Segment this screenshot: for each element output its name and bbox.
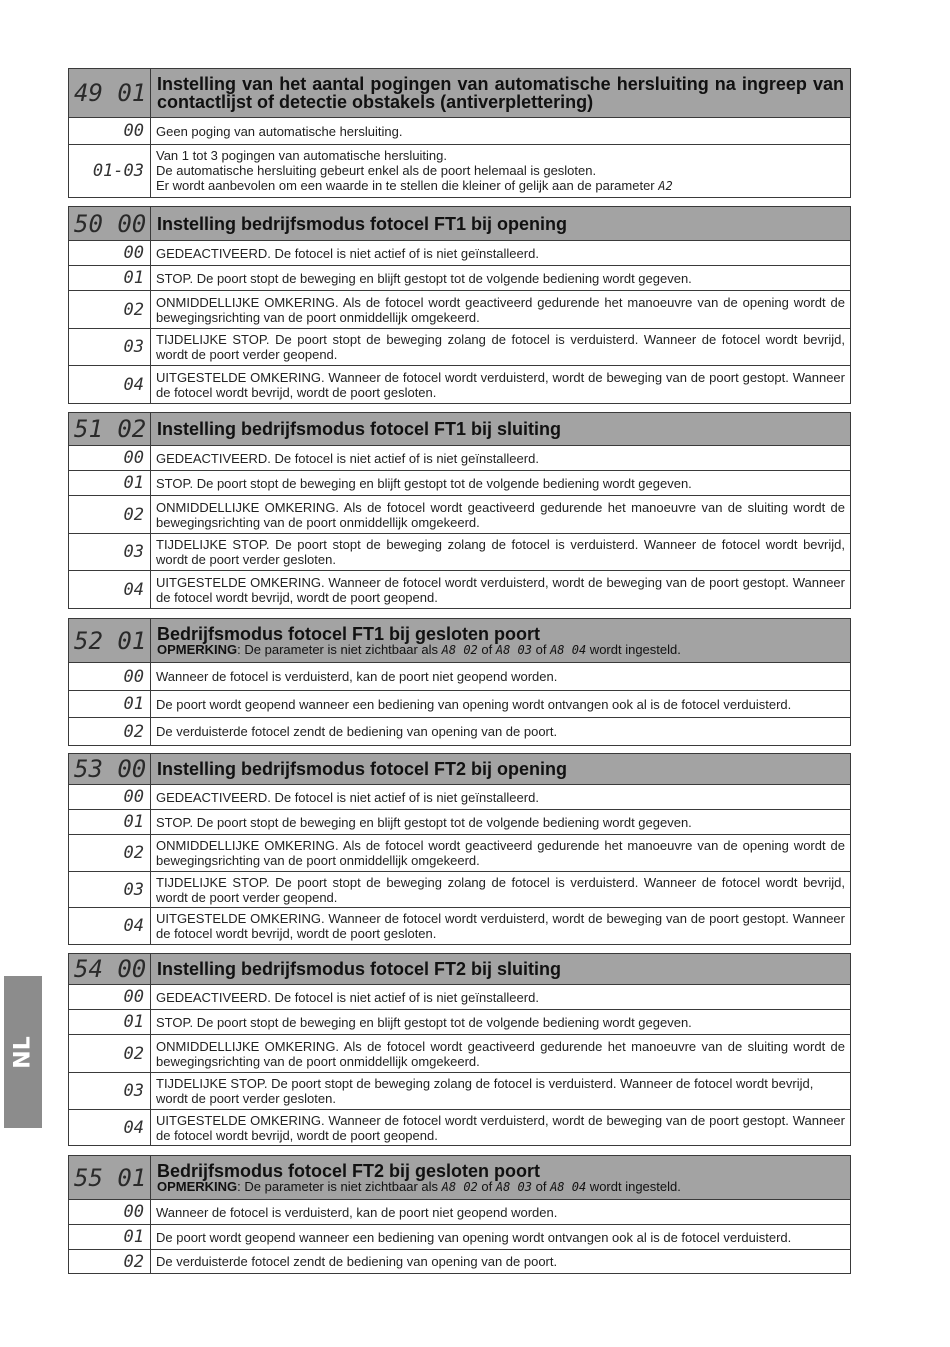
option-row bbox=[69, 809, 850, 834]
option-row bbox=[69, 662, 850, 690]
option-text-line: De automatische hersluiting gebeurt enkel als de poort helemaal is gesloten. bbox=[156, 163, 597, 178]
option-text: TIJDELIJKE STOP. De poort stopt de beweging zolang de fotocel is verduisterd. Wanneer de fotocel wordt bevrijd, wordt de poort verder gesloten. bbox=[156, 1076, 814, 1106]
language-tab bbox=[4, 976, 42, 1128]
option-code: 02 bbox=[69, 496, 151, 533]
option-code: 04 bbox=[69, 571, 151, 608]
section-header bbox=[69, 413, 850, 445]
option-text: UITGESTELDE OMKERING. Wanneer de fotocel wordt verduisterd, wordt de beweging van de poort gestopt. Wanneer de fotocel wordt bevrijd, wordt de poort geopend. bbox=[156, 1112, 845, 1143]
option-code: 03 bbox=[69, 534, 151, 570]
option-text: ONMIDDELLIJKE OMKERING. Als de fotocel wordt geactiveerd gedurende het manoeuvre van de sluiting wordt de bewegingsrichting van de poort onmiddellijk omgekeerd. bbox=[156, 1038, 845, 1069]
option-code: 03 bbox=[69, 329, 151, 365]
option-text: TIJDELIJKE STOP. De poort stopt de beweging zolang de fotocel is verduisterd. Wanneer de fotocel wordt bevrijd, wordt de poort verder geopend. bbox=[156, 332, 845, 362]
option-row bbox=[69, 1072, 850, 1109]
param-section-49 bbox=[68, 68, 851, 198]
option-code: 00 bbox=[69, 1200, 151, 1224]
option-code: 01-03 bbox=[69, 145, 151, 197]
option-text: GEDEACTIVEERD. De fotocel is niet actief of is niet geïnstalleerd. bbox=[156, 789, 539, 805]
option-code: 03 bbox=[69, 872, 151, 907]
option-row bbox=[69, 144, 850, 197]
option-code: 00 bbox=[69, 663, 151, 690]
option-row bbox=[69, 1109, 850, 1145]
option-code: 00 bbox=[69, 446, 151, 470]
option-row bbox=[69, 1009, 850, 1034]
option-row bbox=[69, 1199, 850, 1224]
option-text: De poort wordt geopend wanneer een bediening van opening wordt ontvangen ook al is de fotocel verduisterd. bbox=[156, 1229, 792, 1245]
param-reference: A8 03 bbox=[495, 642, 532, 657]
param-code: 54 00 bbox=[69, 954, 151, 984]
section-header bbox=[69, 69, 850, 117]
option-text: STOP. De poort stopt de beweging en blijft gestopt tot de volgende bediening wordt gegeven. bbox=[156, 270, 692, 286]
param-reference: A8 04 bbox=[550, 642, 587, 657]
option-text: ONMIDDELLIJKE OMKERING. Als de fotocel wordt geactiveerd gedurende het manoeuvre van de opening wordt de bewegingsrichting van de poort onmiddellijk omgekeerd. bbox=[156, 294, 845, 325]
param-code: 52 01 bbox=[69, 619, 151, 662]
option-text: ONMIDDELLIJKE OMKERING. Als de fotocel wordt geactiveerd gedurende het manoeuvre van de sluiting wordt de bewegingsrichting van de poort onmiddellijk omgekeerd. bbox=[156, 499, 845, 530]
option-text: De verduisterde fotocel zendt de bediening van opening van de poort. bbox=[156, 724, 558, 739]
option-code: 04 bbox=[69, 908, 151, 944]
option-text: Wanneer de fotocel is verduisterd, kan de poort niet geopend worden. bbox=[156, 1204, 558, 1220]
option-text: UITGESTELDE OMKERING. Wanneer de fotocel wordt verduisterd, wordt de beweging van de poort gestopt. Wanneer de fotocel wordt bevrijd, wordt de poort geopend. bbox=[156, 574, 845, 605]
option-text: Wanneer de fotocel is verduisterd, kan de poort niet geopend worden. bbox=[156, 669, 558, 684]
option-row bbox=[69, 984, 850, 1009]
option-row bbox=[69, 495, 850, 533]
section-title: Bedrijfsmodus fotocel FT2 bij gesloten poort bbox=[157, 1160, 541, 1181]
option-text: De poort wordt geopend wanneer een bediening van opening wordt ontvangen ook al is de fotocel verduisterd. bbox=[156, 696, 792, 712]
section-title: Instelling bedrijfsmodus fotocel FT1 bij sluiting bbox=[157, 419, 562, 439]
section-note bbox=[157, 643, 844, 657]
param-section-52 bbox=[68, 618, 851, 746]
param-section-54 bbox=[68, 953, 851, 1146]
option-code: 00 bbox=[69, 118, 151, 144]
option-text: STOP. De poort stopt de beweging en blijft gestopt tot de volgende bediening wordt gegeven. bbox=[156, 475, 692, 491]
option-row bbox=[69, 784, 850, 809]
option-text: TIJDELIJKE STOP. De poort stopt de beweging zolang de fotocel is verduisterd. Wanneer de fotocel wordt bevrijd, wordt de poort verder gesloten. bbox=[156, 537, 845, 567]
option-row bbox=[69, 470, 850, 495]
option-row bbox=[69, 445, 850, 470]
option-text: ONMIDDELLIJKE OMKERING. Als de fotocel wordt geactiveerd gedurende het manoeuvre van de opening wordt de bewegingsrichting van de poort onmiddellijk omgekeerd. bbox=[156, 838, 845, 868]
param-reference: A8 02 bbox=[441, 642, 478, 657]
option-row bbox=[69, 570, 850, 608]
note-label: OPMERKING bbox=[157, 1178, 238, 1194]
option-text: De verduisterde fotocel zendt de bediening van opening van de poort. bbox=[156, 1254, 558, 1269]
section-header bbox=[69, 619, 850, 662]
option-row bbox=[69, 365, 850, 403]
option-text: TIJDELIJKE STOP. De poort stopt de beweging zolang de fotocel is verduisterd. Wanneer de fotocel wordt bevrijd, wordt de poort verder geopend. bbox=[156, 874, 845, 905]
param-reference: A8 03 bbox=[495, 1179, 532, 1194]
option-row bbox=[69, 834, 850, 871]
option-code: 00 bbox=[69, 985, 151, 1009]
note-label: OPMERKING bbox=[157, 641, 238, 657]
option-text: Geen poging van automatische hersluiting. bbox=[156, 123, 403, 139]
option-row bbox=[69, 240, 850, 265]
language-tab-label: NL bbox=[10, 1035, 36, 1069]
param-code: 55 01 bbox=[69, 1156, 151, 1199]
option-code: 02 bbox=[69, 291, 151, 328]
option-row bbox=[69, 1249, 850, 1273]
option-row bbox=[69, 117, 850, 144]
section-title: Instelling bedrijfsmodus fotocel FT2 bij opening bbox=[157, 759, 568, 779]
option-code: 02 bbox=[69, 835, 151, 871]
note-text: of bbox=[477, 1178, 496, 1194]
option-code: 01 bbox=[69, 1225, 151, 1249]
option-text: UITGESTELDE OMKERING. Wanneer de fotocel wordt verduisterd, wordt de beweging van de poort gestopt. Wanneer de fotocel wordt bevrijd, wordt de poort gesloten. bbox=[156, 911, 845, 941]
option-text: UITGESTELDE OMKERING. Wanneer de fotocel wordt verduisterd, wordt de beweging van de poort gestopt. Wanneer de fotocel wordt bevrijd, wordt de poort gesloten. bbox=[156, 369, 845, 400]
section-header bbox=[69, 1156, 850, 1199]
note-text: of bbox=[477, 641, 496, 657]
param-section-50 bbox=[68, 206, 851, 404]
note-text: wordt ingesteld. bbox=[586, 641, 681, 657]
section-note bbox=[157, 1180, 844, 1194]
option-code: 00 bbox=[69, 241, 151, 265]
option-row bbox=[69, 717, 850, 745]
option-text-line-3: Er wordt aanbevolen om een waarde in te stellen die kleiner of gelijk aan de parameter bbox=[156, 178, 655, 193]
note-text: of bbox=[531, 1178, 551, 1194]
option-row bbox=[69, 1034, 850, 1072]
param-code: 50 00 bbox=[69, 207, 151, 240]
option-row bbox=[69, 290, 850, 328]
option-row bbox=[69, 328, 850, 365]
section-title: Bedrijfsmodus fotocel FT1 bij gesloten poort bbox=[157, 623, 541, 644]
option-row bbox=[69, 1224, 850, 1249]
option-code: 02 bbox=[69, 1250, 151, 1273]
param-reference: A8 04 bbox=[550, 1179, 587, 1194]
option-code: 01 bbox=[69, 1010, 151, 1034]
param-reference: A2 bbox=[658, 179, 673, 193]
option-row bbox=[69, 533, 850, 570]
option-code: 00 bbox=[69, 785, 151, 809]
option-code: 03 bbox=[69, 1073, 151, 1109]
option-code: 01 bbox=[69, 266, 151, 290]
section-title: Instelling van het aantal pogingen van automatische hersluiting na ingreep van contactlijst of detectie obstakels (antiverplettering) bbox=[157, 74, 844, 112]
option-code: 02 bbox=[69, 718, 151, 745]
param-section-53 bbox=[68, 753, 851, 945]
option-code: 02 bbox=[69, 1035, 151, 1072]
param-section-51 bbox=[68, 412, 851, 609]
option-text-line: Van 1 tot 3 pogingen van automatische hersluiting. bbox=[156, 148, 448, 163]
param-section-55 bbox=[68, 1155, 851, 1274]
option-code: 01 bbox=[69, 691, 151, 717]
param-code: 51 02 bbox=[69, 413, 151, 445]
section-title: Instelling bedrijfsmodus fotocel FT1 bij opening bbox=[157, 213, 568, 234]
option-code: 01 bbox=[69, 810, 151, 834]
option-code: 01 bbox=[69, 471, 151, 495]
note-text: wordt ingesteld. bbox=[586, 1178, 681, 1194]
note-text: of bbox=[531, 641, 551, 657]
param-code: 53 00 bbox=[69, 754, 151, 784]
option-row bbox=[69, 265, 850, 290]
option-text: GEDEACTIVEERD. De fotocel is niet actief of is niet geïnstalleerd. bbox=[156, 989, 539, 1005]
section-title: Instelling bedrijfsmodus fotocel FT2 bij sluiting bbox=[157, 959, 562, 979]
param-reference: A8 02 bbox=[441, 1179, 478, 1194]
section-header bbox=[69, 954, 850, 984]
option-code: 04 bbox=[69, 366, 151, 403]
section-header bbox=[69, 207, 850, 240]
option-row bbox=[69, 690, 850, 717]
option-text-line bbox=[156, 178, 845, 194]
note-text: : De parameter is niet zichtbaar als bbox=[237, 641, 442, 657]
param-code: 49 01 bbox=[69, 69, 151, 117]
option-text: STOP. De poort stopt de beweging en blijft gestopt tot de volgende bediening wordt gegeven. bbox=[156, 1014, 692, 1030]
option-text: GEDEACTIVEERD. De fotocel is niet actief of is niet geïnstalleerd. bbox=[156, 245, 539, 261]
option-text: STOP. De poort stopt de beweging en blijft gestopt tot de volgende bediening wordt gegeven. bbox=[156, 814, 692, 830]
option-code: 04 bbox=[69, 1110, 151, 1145]
option-row bbox=[69, 907, 850, 944]
section-header bbox=[69, 754, 850, 784]
option-text: GEDEACTIVEERD. De fotocel is niet actief of is niet geïnstalleerd. bbox=[156, 450, 539, 466]
option-row bbox=[69, 871, 850, 907]
note-text: : De parameter is niet zichtbaar als bbox=[237, 1178, 442, 1194]
